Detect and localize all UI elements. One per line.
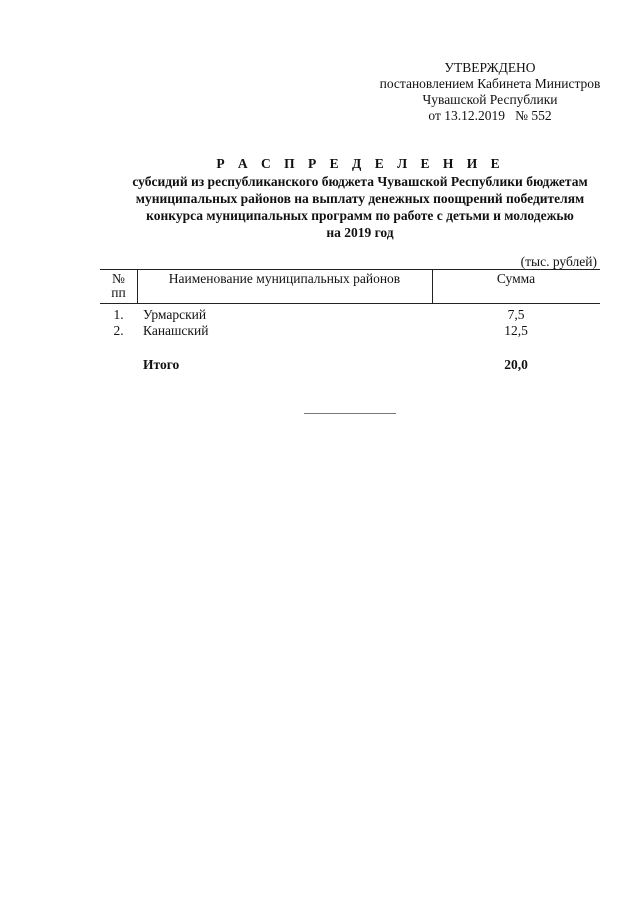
header-number xyxy=(100,270,137,303)
table-body xyxy=(100,304,600,373)
row-number: 1. xyxy=(113,307,124,322)
title-line-2: муниципальных районов на выплату денежных поощрений победителям xyxy=(135,191,585,206)
distribution-table xyxy=(100,269,600,373)
approval-republic: Чувашской Республики xyxy=(422,92,558,107)
header-sum: Сумма xyxy=(496,271,536,286)
row-sum: 12,5 xyxy=(504,323,528,338)
total-label: Итого xyxy=(143,357,180,372)
end-divider xyxy=(304,413,396,414)
title-line-4: на 2019 год xyxy=(326,225,394,240)
title-heading: Р А С П Р Е Д Е Л Е Н И Е xyxy=(216,156,504,171)
approval-authority: постановлением Кабинета Министров xyxy=(379,76,601,91)
row-district: Канашский xyxy=(143,323,209,338)
row-number: 2. xyxy=(113,323,124,338)
approval-date-number: от 13.12.2019 № 552 xyxy=(428,108,552,123)
units-label: (тыс. рублей) xyxy=(520,254,597,269)
row-district: Урмарский xyxy=(143,307,207,322)
table-header xyxy=(100,269,600,304)
title-line-3: конкурса муниципальных программ по работе с детьми и молодежью xyxy=(146,208,574,223)
approval-stamp xyxy=(330,60,640,124)
header-number-sign: № xyxy=(112,271,125,286)
document-title xyxy=(40,155,640,241)
table-row xyxy=(100,307,600,323)
header-name: Наименование муниципальных районов xyxy=(168,271,401,286)
table-row xyxy=(100,323,600,339)
header-number-pp: пп xyxy=(111,285,126,300)
table-total-row xyxy=(100,357,600,373)
total-sum: 20,0 xyxy=(504,357,528,372)
approval-title: УТВЕРЖДЕНО xyxy=(444,60,536,75)
title-line-1: субсидий из республиканского бюджета Чувашской Республики бюджетам xyxy=(132,174,588,189)
row-sum: 7,5 xyxy=(507,307,525,322)
